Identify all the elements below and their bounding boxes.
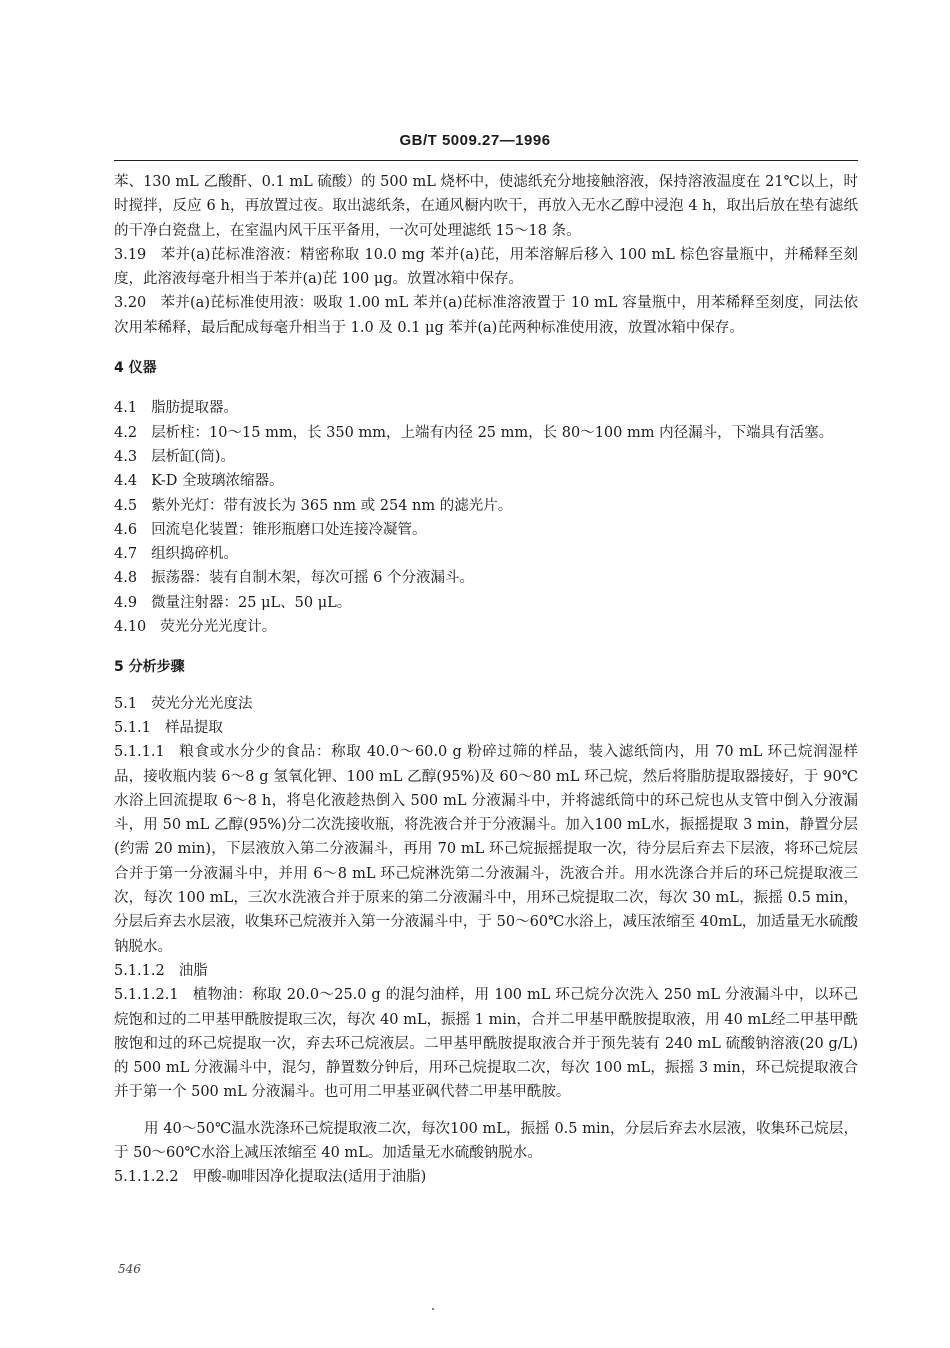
page-number: 546: [118, 1262, 141, 1276]
list-item: [114, 494, 858, 518]
clause-number: 3.19: [114, 246, 147, 263]
list-item: [114, 421, 858, 445]
item-text: 微量注射器：25 μL、50 μL。: [151, 594, 352, 611]
header-rule: [114, 160, 858, 161]
clause-5-1-1-1: [114, 740, 858, 959]
item-number: 4.8: [114, 570, 138, 587]
continued-paragraph: 苯、130 mL 乙酸酐、0.1 mL 硫酸）的 500 mL 烧杯中，使滤纸充分地接触溶液，保持溶液温度在 21℃以上，时时搅拌，反应 6 h，再放置过夜。取出滤纸条，在通风橱内吹干，再放入无水乙醇中浸泡 4 h，取出后放在垫有滤纸的干净白瓷盘上，在室温内风干压平备用，一次可处理滤纸 15～18 条。: [114, 174, 858, 239]
standard-code-header: GB/T 5009.27—1996: [399, 132, 551, 149]
item-text: 荧光分光光度计。: [160, 619, 277, 636]
section-5-title: 5 分析步骤: [114, 659, 185, 676]
item-number: 4.5: [114, 497, 138, 514]
heading-5-1-1-2: [114, 959, 858, 983]
item-text: 振荡器：装有自制木架，每次可摇 6 个分液漏斗。: [151, 570, 475, 587]
scan-speck: [432, 1308, 434, 1310]
item-text: 组织捣碎机。: [151, 546, 239, 563]
clause-number: 5.1.1.1: [114, 744, 165, 761]
heading-number: 5.1.1: [114, 719, 151, 736]
heading-text: 油脂: [178, 962, 208, 979]
item-text: K-D 全玻璃浓缩器。: [151, 473, 284, 490]
clause-text: 苯并(a)芘标准使用液：吸取 1.00 mL 苯并(a)芘标准溶液置于 10 mL 容量瓶中，用苯稀释至刻度，同法依次用苯稀释，最后配成每毫升相当于 1.0 及 0.1 μg 苯并(a)芘两种标准使用液，放置冰箱中保存。: [114, 295, 858, 336]
list-item: [114, 518, 858, 542]
heading-number: 5.1.1.2: [114, 962, 165, 979]
heading-text: 样品提取: [164, 719, 223, 736]
list-item: [114, 615, 858, 639]
item-number: 4.10: [114, 619, 147, 636]
item-text: 紫外光灯：带有波长为 365 nm 或 254 nm 的滤光片。: [151, 497, 513, 514]
heading-5-1: [114, 692, 858, 716]
item-text: 脂肪提取器。: [151, 400, 239, 417]
list-item: [114, 445, 858, 469]
item-number: 4.4: [114, 473, 138, 490]
heading-number: 5.1.1.2.2: [114, 1169, 179, 1186]
item-number: 4.9: [114, 594, 138, 611]
item-number: 4.6: [114, 521, 138, 538]
clause-text: 粮食或水分少的食品：称取 40.0～60.0 g 粉碎过筛的样品，装入滤纸筒内，用 70 mL 环己烷润湿样品，接收瓶内装 6～8 g 氢氧化钾、100 mL 乙醇(95%)及 60～80 mL 环己烷，然后将脂肪提取器接好，于 90℃水浴上回流提取 6～8 h，将皂化液趁热倒入 500 mL 分液漏斗中，并将滤纸筒中的环己烷也从支管中倒入分液漏斗，用 50 mL 乙醇(95%)分二次洗接收瓶，将洗液合并于分液漏斗。加入100 mL水，振摇提取 3 min，静置分层(约需 20 min)，下层液放入第二分液漏斗，再用 70 mL 环己烷振摇提取一次，待分层后弃去下层液，将环己烷层合并于第一分液漏斗中，并用 6～8 mL 环己烷淋洗第二分液漏斗，洗液合并。用水洗涤合并后的环己烷提取液三次，每次 100 mL，三次水洗液合并于原来的第二分液漏斗中，用环己烷提取二次，每次 30 mL，振摇 0.5 min，分层后弃去水层液，收集环己烷液并入第一分液漏斗中，于 50～60℃水浴上，减压浓缩至 40mL，加适量无水硫酸钠脱水。: [114, 744, 858, 955]
section-4-title: 4 仪器: [114, 360, 157, 377]
item-text: 层析缸(筒)。: [151, 448, 235, 465]
clause-3-19: [114, 243, 858, 292]
heading-text: 甲酸-咖啡因净化提取法(适用于油脂): [192, 1169, 427, 1186]
heading-5-1-1: [114, 716, 858, 740]
instrument-list: [114, 396, 858, 639]
heading-number: 5.1: [114, 695, 138, 712]
list-item: [114, 396, 858, 420]
item-number: 4.1: [114, 400, 138, 417]
item-number: 4.3: [114, 448, 138, 465]
clause-number: 5.1.1.2.1: [114, 987, 179, 1004]
clause-number: 3.20: [114, 295, 147, 312]
document-body: [114, 170, 858, 1190]
heading-text: 荧光分光光度法: [151, 695, 253, 712]
clause-5-1-1-2-1: [114, 983, 858, 1104]
heading-5-1-1-2-2: [114, 1165, 858, 1189]
clause-text: 植物油：称取 20.0～25.0 g 的混匀油样，用 100 mL 环己烷分次洗入 250 mL 分液漏斗中，以环己烷饱和过的二甲基甲酰胺提取三次，每次 40 mL，振摇 1 min，合并二甲基甲酰胺提取液，用 40 mL经二甲基甲酰胺饱和过的环己烷提取一次，弃去环己烷液层。二甲基甲酰胺提取液合并于预先装有 240 mL 硫酸钠溶液(20 g/L)的 500 mL 分液漏斗中，混匀，静置数分钟后，用环己烷提取二次，每次 100 mL，振摇 3 min，环己烷提取液合并于第一个 500 mL 分液漏斗。也可用二甲基亚砜代替二甲基甲酰胺。: [114, 987, 858, 1101]
clause-text: 苯并(a)芘标准溶液：精密称取 10.0 mg 苯并(a)芘，用苯溶解后移入 100 mL 棕色容量瓶中，并稀释至刻度，此溶液每毫升相当于苯并(a)芘 100 μg。放置冰箱中保存。: [114, 246, 858, 288]
item-number: 4.2: [114, 424, 138, 441]
list-item: [114, 591, 858, 615]
item-text: 回流皂化装置：锥形瓶磨口处连接冷凝管。: [151, 521, 427, 538]
list-item: [114, 542, 858, 566]
list-item: [114, 566, 858, 590]
indented-paragraph: 用 40～50℃温水洗涤环己烷提取液二次，每次100 mL，振摇 0.5 min，分层后弃去水层液，收集环己烷层，于 50～60℃水浴上减压浓缩至 40 mL。加适量无水硫酸钠脱水。: [114, 1120, 858, 1161]
clause-3-20: [114, 291, 858, 340]
item-number: 4.7: [114, 546, 138, 563]
list-item: [114, 469, 858, 493]
item-text: 层析柱：10～15 mm，长 350 mm，上端有内径 25 mm，长 80～100 mm 内径漏斗，下端具有活塞。: [151, 424, 834, 441]
